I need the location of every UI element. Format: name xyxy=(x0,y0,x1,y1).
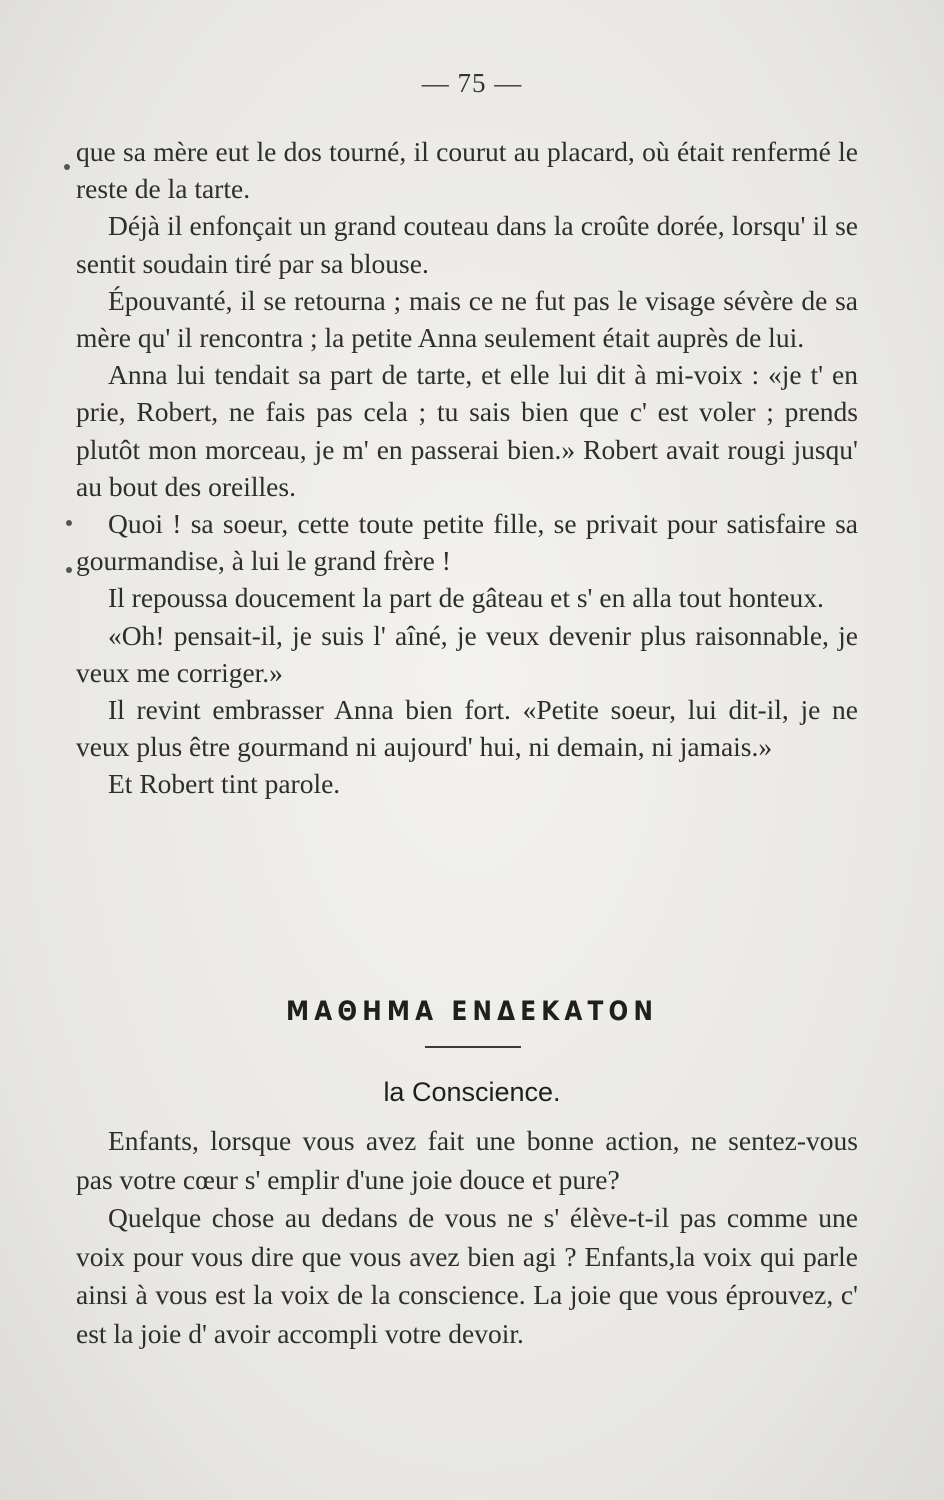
paragraph: «Oh! pensait-il, je suis l' aîné, je veux devenir plus raisonnable, je veux me corriger.» xyxy=(76,619,858,688)
paragraph: que sa mère eut le dos tourné, il courut au placard, où était renfermé le reste de la tarte. xyxy=(76,136,858,205)
title-divider xyxy=(425,1046,521,1048)
paragraph: Et Robert tint parole. xyxy=(108,768,341,800)
paragraph: Il repoussa doucement la part de gâteau et s' en alla tout honteux. xyxy=(108,582,824,614)
paragraph: Il revint embrasser Anna bien fort. «Petite soeur, lui dit-il, je ne veux plus être gourmand ni aujourd' hui, ni demain, ni jamais.» xyxy=(76,694,858,763)
lesson-text xyxy=(76,1122,858,1353)
paragraph: Enfants, lorsque vous avez fait une bonne action, ne sentez-vous pas votre cœur s' emplir d'une joie douce et pure? xyxy=(76,1125,858,1195)
ink-speck xyxy=(64,164,70,170)
page-number: — 75 — xyxy=(421,68,523,98)
paragraph: Quoi ! sa soeur, cette toute petite fille, se privait pour satisfaire sa gourmandise, à lui le grand frère ! xyxy=(76,508,858,577)
paragraph: Quelque chose au dedans de vous ne s' élève-t-il pas comme une voix pour vous dire que vous avez bien agi ? Enfants,la voix qui parle ainsi à vous est la voix de la conscience. La joie que vous éprouvez, c' est la joie d' avoir accompli votre devoir. xyxy=(76,1202,858,1349)
lesson-title: ΜΑΘΗΜΑ ΕΝΔΕΚΑΤΟΝ xyxy=(285,996,659,1027)
paragraph: Déjà il enfonçait un grand couteau dans la croûte dorée, lorsqu' il se sentit soudain tiré par sa blouse. xyxy=(76,210,858,279)
story-text xyxy=(76,133,858,803)
ink-speck xyxy=(66,520,72,526)
ink-speck xyxy=(66,567,72,573)
paragraph: Épouvanté, il se retourna ; mais ce ne fut pas le visage sévère de sa mère qu' il rencontra ; la petite Anna seulement était auprès de lui. xyxy=(76,284,858,354)
lesson-subtitle: la Conscience. xyxy=(383,1077,561,1107)
paragraph: Anna lui tendait sa part de tarte, et elle lui dit à mi-voix : «je t' en prie, Robert, ne fais pas cela ; tu sais bien que c' est voler ; prends plutôt mon morceau, je m' en passerai bien.» Robert avait rougi jusqu' au bout des oreilles. xyxy=(76,359,858,502)
